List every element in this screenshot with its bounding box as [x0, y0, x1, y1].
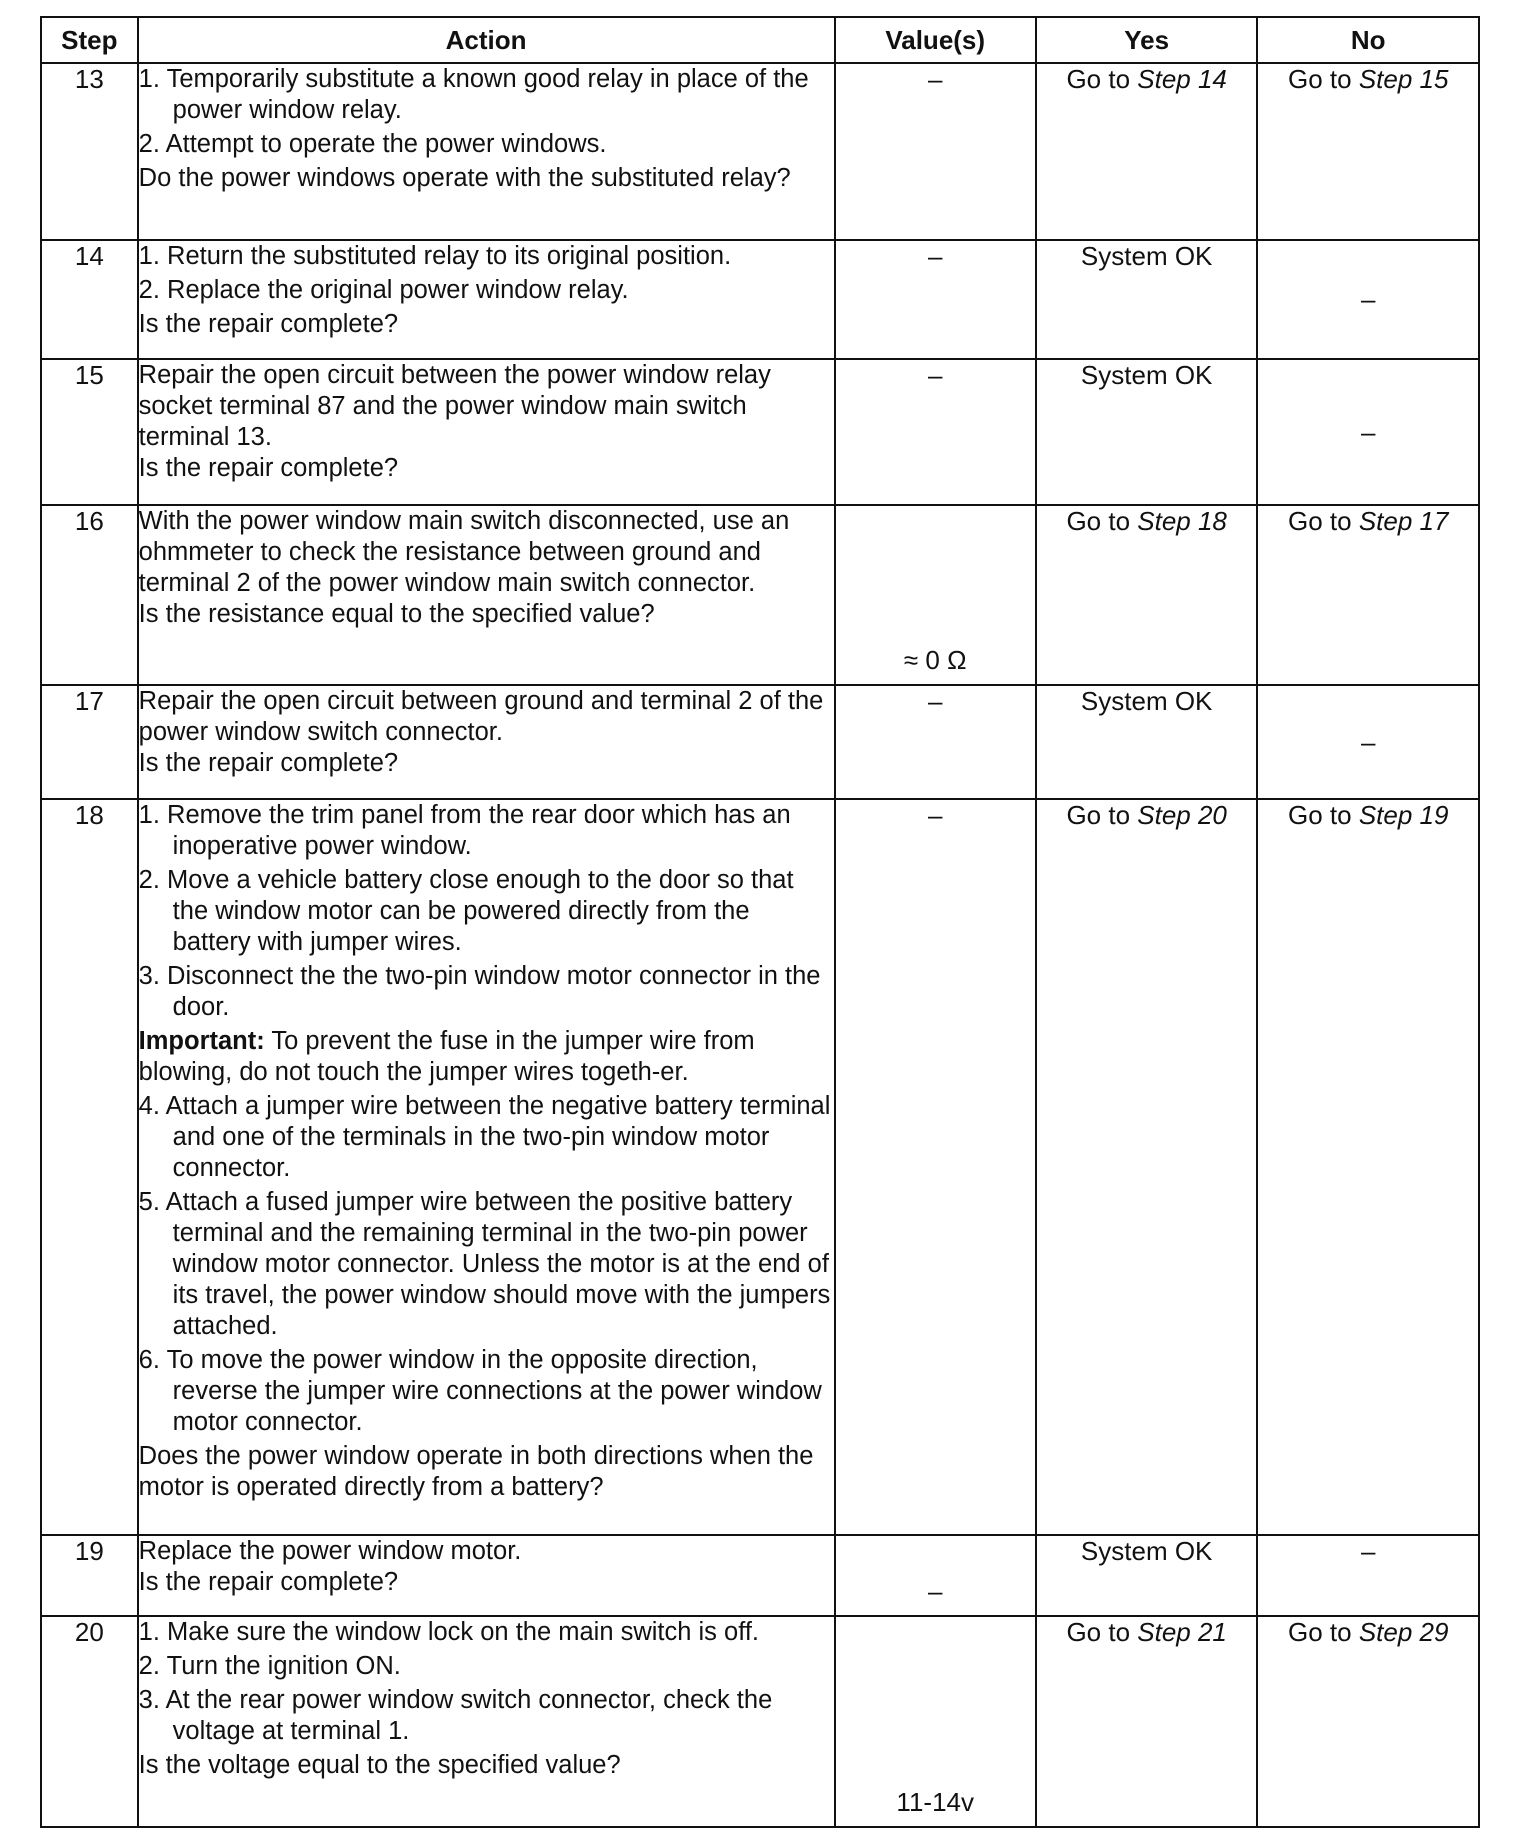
table-row [41, 505, 1479, 684]
table-row [41, 359, 1479, 505]
value-cell: – [835, 359, 1036, 505]
action-item: 1. Remove the trim panel from the rear door which has an inoperative power window. [138, 801, 791, 861]
action-question: Is the repair complete? [138, 454, 399, 483]
no-step-ref: Step 19 [1358, 800, 1449, 831]
yes-cell: System OK [1036, 685, 1258, 800]
action-text: Replace the power window motor. [138, 1536, 522, 1565]
yes-cell: System OK [1036, 359, 1258, 505]
no-prefix: Go to [1287, 64, 1352, 94]
no-cell: – [1257, 240, 1479, 359]
action-item: 6. To move the power window in the opposite direction, reverse the jumper wire connections at the power window motor connector. [138, 1346, 822, 1437]
table-row [41, 1616, 1479, 1827]
action-cell [138, 63, 835, 240]
important-text: To prevent the fuse in the jumper wire from blowing, do not touch the jumper wires togeth-er. [138, 1027, 755, 1087]
action-text: Repair the open circuit between ground and terminal 2 of the power window switch connector. [138, 686, 824, 746]
yes-step-ref: Step 18 [1137, 506, 1227, 537]
no-cell: – [1257, 359, 1479, 505]
step-number: 16 [41, 505, 138, 684]
no-cell: – [1257, 685, 1479, 800]
action-question: Do the power windows operate with the substituted relay? [138, 164, 791, 192]
action-question: Does the power window operate in both directions when the motor is operated directly from a battery? [138, 1442, 814, 1502]
action-text: With the power window main switch disconnected, use an ohmmeter to check the resistance between ground and terminal 2 of the power window main switch connector. [138, 507, 790, 598]
action-item: 1. Temporarily substitute a known good relay in place of the power window relay. [138, 65, 809, 124]
yes-prefix: Go to [1066, 1617, 1131, 1648]
table-row [41, 799, 1479, 1534]
header-yes: Yes [1036, 17, 1258, 63]
action-question: Is the voltage equal to the specified value? [138, 1751, 621, 1780]
no-step-ref: Step 15 [1358, 64, 1449, 94]
yes-cell: System OK [1036, 1535, 1258, 1616]
value-cell: 11-14v [835, 1616, 1036, 1827]
no-prefix: Go to [1287, 1617, 1352, 1648]
step-number: 14 [41, 240, 138, 359]
step-number: 13 [41, 63, 138, 240]
action-item: 2. Attempt to operate the power windows. [138, 130, 607, 158]
action-cell [138, 685, 835, 800]
action-cell [138, 799, 835, 1534]
no-prefix: Go to [1287, 800, 1352, 831]
action-question: Is the repair complete? [138, 1567, 399, 1596]
action-question: Is the repair complete? [138, 748, 399, 777]
no-cell: – [1257, 1535, 1479, 1616]
value-cell: ≈ 0 Ω [835, 505, 1036, 684]
step-number: 17 [41, 685, 138, 800]
header-no: No [1257, 17, 1479, 63]
action-item: 2. Replace the original power window relay. [138, 276, 629, 305]
important-note [139, 1026, 834, 1088]
no-step-ref: Step 29 [1358, 1617, 1449, 1648]
step-number: 19 [41, 1535, 138, 1616]
yes-prefix: Go to [1066, 64, 1131, 94]
yes-prefix: Go to [1066, 506, 1131, 537]
table-row [41, 63, 1479, 240]
action-item: 2. Turn the ignition ON. [138, 1652, 401, 1681]
value-cell: – [835, 799, 1036, 1534]
step-number: 18 [41, 799, 138, 1534]
step-number: 15 [41, 359, 138, 505]
step-number: 20 [41, 1616, 138, 1827]
action-cell [138, 1616, 835, 1827]
action-text: Repair the open circuit between the power window relay socket terminal 87 and the power window main switch terminal 13. [138, 361, 771, 452]
important-label: Important: [138, 1027, 265, 1056]
action-question: Is the repair complete? [138, 310, 399, 339]
header-step: Step [41, 17, 138, 63]
action-item: 4. Attach a jumper wire between the negative battery terminal and one of the terminals in the two-pin window motor connector. [138, 1092, 831, 1183]
header-row [41, 17, 1479, 63]
yes-prefix: Go to [1066, 800, 1131, 831]
header-values: Value(s) [835, 17, 1036, 63]
action-cell [138, 1535, 835, 1616]
action-question: Is the resistance equal to the specified value? [138, 600, 655, 629]
yes-step-ref: Step 20 [1137, 800, 1227, 831]
value-cell: – [835, 240, 1036, 359]
action-item: 1. Make sure the window lock on the main switch is off. [138, 1618, 759, 1647]
action-item: 2. Move a vehicle battery close enough to the door so that the window motor can be powered directly from the battery with jumper wires. [138, 866, 794, 957]
yes-cell [1036, 505, 1258, 684]
action-item: 3. Disconnect the the two-pin window motor connector in the door. [138, 962, 821, 1022]
no-prefix: Go to [1287, 506, 1352, 537]
action-item: 1. Return the substituted relay to its original position. [138, 242, 732, 271]
value-cell: – [835, 685, 1036, 800]
yes-step-ref: Step 21 [1137, 1617, 1227, 1648]
table-row [41, 240, 1479, 359]
value-cell: – [835, 63, 1036, 240]
action-cell [138, 240, 835, 359]
yes-step-ref: Step 14 [1137, 64, 1227, 94]
no-cell [1257, 799, 1479, 1534]
no-cell [1257, 1616, 1479, 1827]
diagnostic-table [40, 16, 1480, 1828]
no-cell [1257, 505, 1479, 684]
no-step-ref: Step 17 [1358, 506, 1449, 537]
yes-cell: System OK [1036, 240, 1258, 359]
value-cell: – [835, 1535, 1036, 1616]
table-row [41, 685, 1479, 800]
header-action: Action [138, 17, 835, 63]
yes-cell [1036, 63, 1258, 240]
yes-cell [1036, 1616, 1258, 1827]
action-cell [138, 505, 835, 684]
action-item: 3. At the rear power window switch connector, check the voltage at terminal 1. [138, 1686, 773, 1746]
table-row [41, 1535, 1479, 1616]
action-cell [138, 359, 835, 505]
yes-cell [1036, 799, 1258, 1534]
no-cell [1257, 63, 1479, 240]
action-item: 5. Attach a fused jumper wire between the positive battery terminal and the remaining terminal in the two-pin power window motor connector. Unless the motor is at the end of its travel, the power window should move with the jumpers attached. [138, 1188, 831, 1341]
